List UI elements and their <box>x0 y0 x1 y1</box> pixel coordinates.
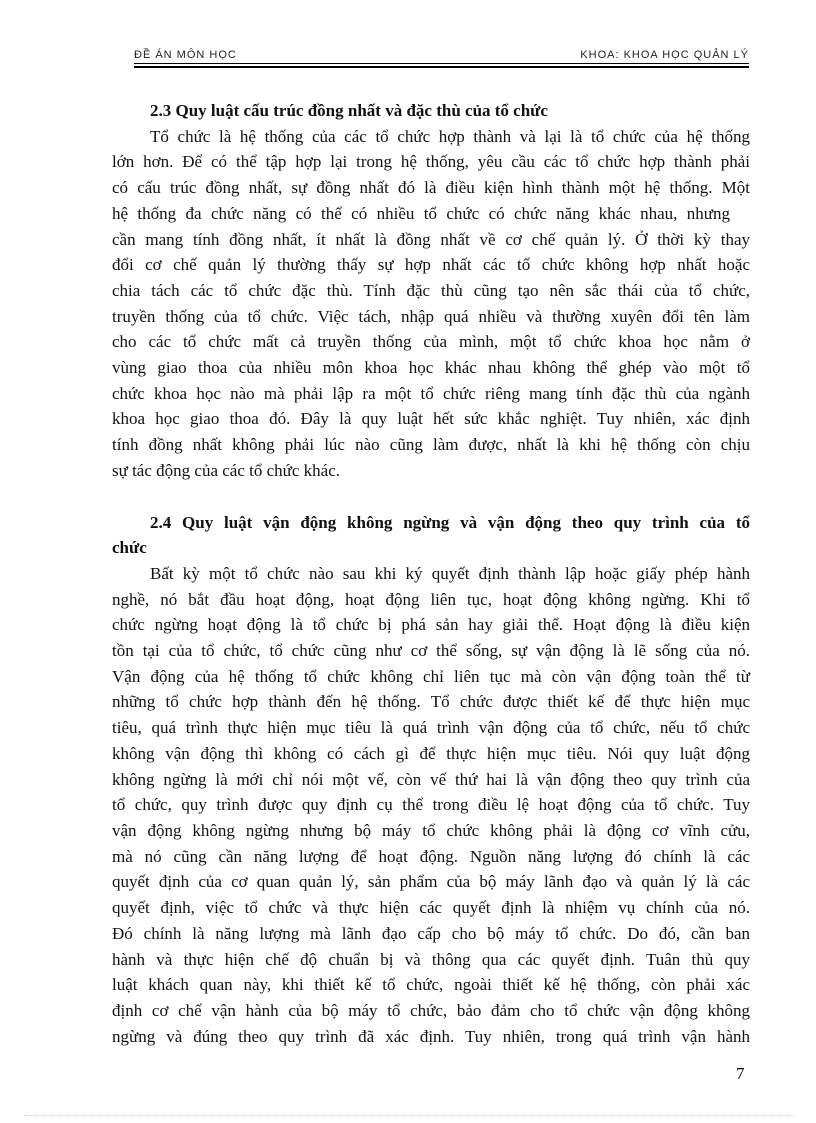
page-number: 7 <box>736 1064 745 1083</box>
paragraph-line: tồn tại của tổ chức, tổ chức cũng như cơ thể sống, sự vận động là lẽ sống của nó. <box>112 641 750 661</box>
paragraph-line: quyết định, việc tổ chức và thực hiện các quyết định là nhiệm vụ chính của nó. <box>112 898 750 918</box>
paragraph-line: Đó chính là năng lượng mà lãnh đạo cấp cho bộ máy tổ chức. Do đó, cần ban <box>112 923 750 943</box>
paragraph-line: không ngừng là mới chỉ nói một vế, còn vế thứ hai là vận động theo quy trình của <box>112 769 750 789</box>
paragraph-line: luật khách quan này, khi thiết kế tổ chức, ngoài thiết kế hệ thống, còn phải xác <box>112 975 750 995</box>
paragraph-line: tổ chức, quy trình được quy định cụ thể trong điều lệ hoạt động của tổ chức. Tuy <box>112 795 750 815</box>
paragraph-line: những tổ chức hợp thành đến hệ thống. Tổ chức được thiết kế để thực hiện mục <box>112 692 750 712</box>
heading-line-2: chức <box>112 538 147 558</box>
paragraph-line: mà nó cũng cần năng lượng để hoạt động. Nguồn năng lượng đó chính là các <box>112 846 750 866</box>
paragraph-line: Vận động của hệ thống tổ chức không chỉ liên tục mà còn vận động toàn thể từ <box>112 666 750 686</box>
paragraph-line: truyền thống của tổ chức. Việc tách, nhập quá nhiều và thường xuyên đổi tên làm <box>112 306 750 326</box>
paragraph-line: Tổ chức là hệ thống của các tổ chức hợp thành và lại là tổ chức của hệ thống <box>150 126 750 146</box>
section-2-3-paragraph <box>112 124 750 484</box>
paragraph-line: hệ thống đa chức năng có thể có nhiều tổ chức có chức năng khác nhau, nhưng <box>112 203 730 223</box>
header-right-title: KHOA: KHOA HỌC QUẢN LÝ <box>580 49 749 61</box>
paragraph-line: vận động không ngừng nhưng bộ máy tổ chức không phải là động cơ vĩnh cửu, <box>112 820 750 840</box>
paragraph-line: không vận động thì không có cách gì để thực hiện mục tiêu. Nói quy luật động <box>112 743 750 763</box>
paragraph-line: Bất kỳ một tổ chức nào sau khi ký quyết định thành lập hoặc giấy phép hành <box>150 563 750 583</box>
section-heading-2-3: 2.3 Quy luật cấu trúc đồng nhất và đặc thù của tổ chức <box>150 101 548 120</box>
section-heading-2-4 <box>150 510 750 536</box>
header-rule-thin <box>134 63 749 64</box>
section-gap <box>150 484 750 510</box>
paragraph-line: nghề, nó bắt đầu hoạt động, hoạt động liên tục, hoạt động không ngừng. Khi tổ <box>112 589 750 609</box>
paragraph-line: lớn hơn. Để có thể tập hợp lại trong hệ thống, yêu cầu các tổ chức hợp thành phải <box>112 152 750 172</box>
paragraph-line: định cơ chế vận hành của bộ máy tổ chức, bảo đảm cho tổ chức vận động không <box>112 1000 750 1020</box>
paragraph-line: ngừng và đúng theo quy trình đã xác định. Tuy nhiên, trong quá trình vận hành <box>112 1026 750 1046</box>
paragraph-line: chia tách các tổ chức đặc thù. Tính đặc thù cũng tạo nên sắc thái của tổ chức, <box>112 280 750 300</box>
paragraph-line: sự tác động của các tổ chức khác. <box>112 460 340 480</box>
page-bottom-border <box>24 1115 794 1116</box>
heading-line-1: 2.4 Quy luật vận động không ngừng và vận động theo quy trình của tổ <box>150 512 750 532</box>
paragraph-line: chức ngừng hoạt động là tổ chức bị phá sản hay giải thể. Hoạt động là điều kiện <box>112 615 750 635</box>
paragraph-line: tính đồng nhất không phải lúc nào cũng làm được, nhất là khi hệ thống còn chịu <box>112 435 750 455</box>
paragraph-line: vùng giao thoa của nhiều môn khoa học khác nhau không thể ghép vào một tổ <box>112 358 750 378</box>
paragraph-line: hành và thực hiện chế độ chuẩn bị và thông qua các quyết định. Tuân thủ quy <box>112 949 750 969</box>
header-rule-thick <box>134 66 749 68</box>
paragraph-line: đổi cơ chế quản lý thường thấy sự hợp nhất các tổ chức không hợp nhất hoặc <box>112 255 750 275</box>
paragraph-line: khoa học giao thoa đó. Đây là quy luật hết sức khắc nghiệt. Tuy nhiên, xác định <box>112 409 750 429</box>
header-left-title: ĐỀ ÁN MÔN HỌC <box>134 49 237 61</box>
paragraph-line: cần mang tính đồng nhất, ít nhất là đồng nhất về cơ chế quản lý. Ở thời kỳ thay <box>112 229 750 249</box>
paragraph-line: tiêu, quá trình thực hiện mục tiêu là quá trình vận động của tổ chức, nếu tổ chức <box>112 718 750 738</box>
paragraph-line: cho các tổ chức mất cả truyền thống của mình, một tổ chức khoa học nằm ở <box>112 332 750 352</box>
paragraph-line: quyết định của cơ quan quản lý, sản phẩm của bộ máy lãnh đạo và quản lý là các <box>112 872 750 892</box>
page-body <box>112 98 750 1049</box>
paragraph-line: chức khoa học nào mà phải lập ra một tổ chức riêng mang tính đặc thù của ngành <box>112 383 750 403</box>
section-heading-2-4-cont <box>112 535 750 561</box>
page-header <box>134 44 749 64</box>
section-2-4-paragraph <box>112 561 750 1049</box>
paragraph-line: có cấu trúc đồng nhất, sự đồng nhất đó là điều kiện hình thành một hệ thống. Một <box>112 178 750 198</box>
